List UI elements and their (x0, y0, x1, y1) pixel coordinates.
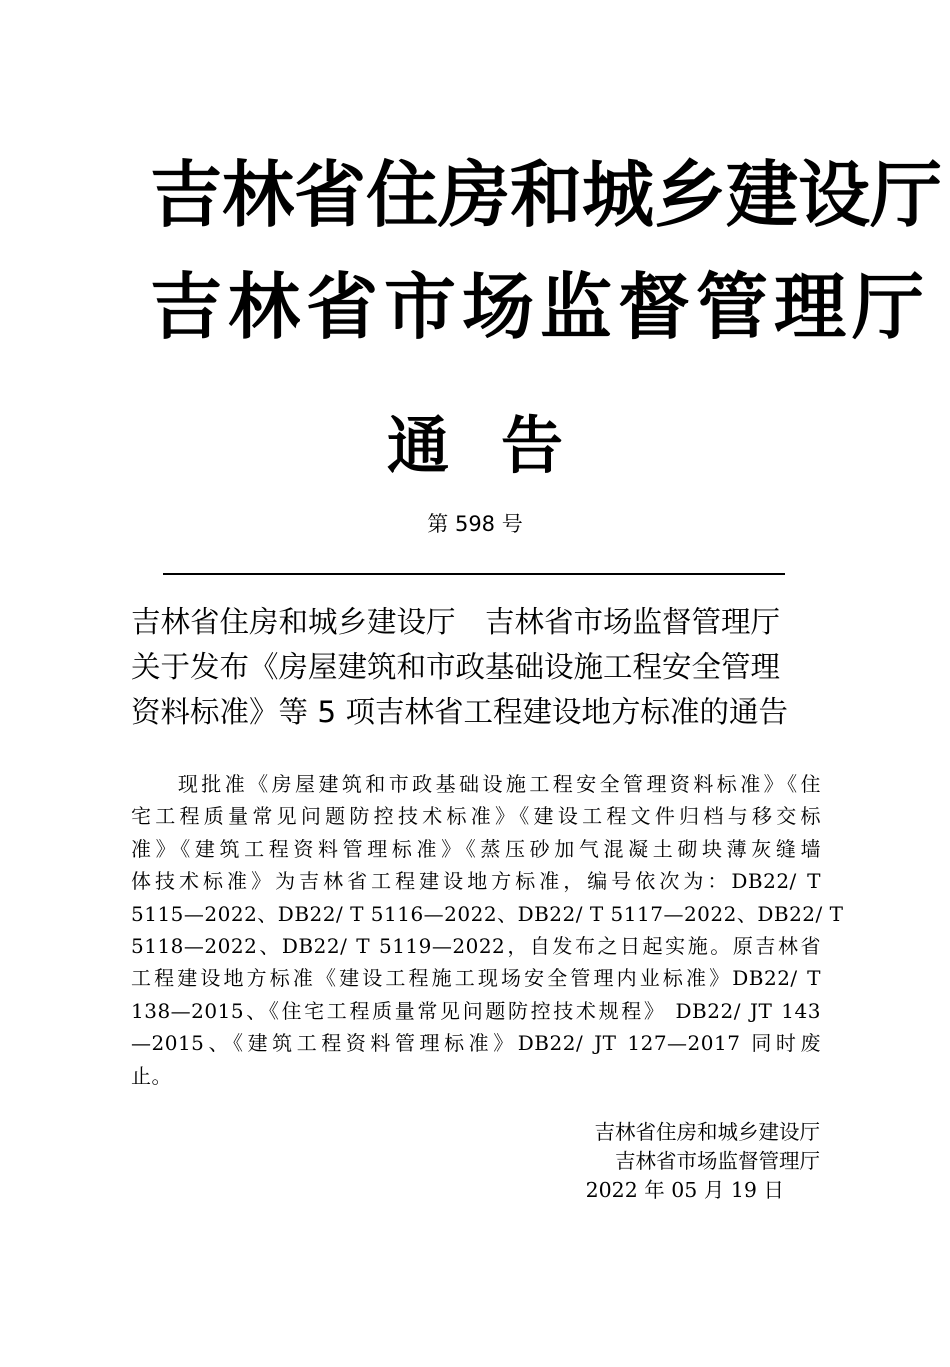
body-line: 工程建设地方标准《建设工程施工现场安全管理内业标准》DB22/ T (131, 966, 821, 991)
header-divider (163, 573, 785, 575)
document-body (131, 768, 844, 1092)
document-title-line: 吉林省住房和城乡建设厅 吉林省市场监督管理厅 (131, 605, 781, 639)
signature-block (520, 1118, 820, 1205)
signature-date: 2022 年 05 月 19 日 (585, 1178, 784, 1202)
notice-number: 第 598 号 (427, 512, 523, 536)
body-line: 现批准《房屋建筑和市政基础设施工程安全管理资料标准》《住 (131, 772, 821, 796)
document-title (131, 600, 831, 735)
body-line: 准》《建筑工程资料管理标准》《蒸压砂加气混凝土砌块薄灰缝墙 (131, 836, 821, 861)
body-line: 体技术标准》为吉林省工程建设地方标准，编号依次为：DB22/ T (131, 869, 821, 894)
body-line: 止。 (131, 1063, 172, 1088)
signature-org-1: 吉林省住房和城乡建设厅 (594, 1120, 820, 1144)
body-line: 138—2015、《住宅工程质量常见问题防控技术规程》 DB22/ JT 143 (131, 998, 821, 1023)
signature-org-2: 吉林省市场监督管理厅 (615, 1149, 820, 1173)
body-line: 5115—2022、DB22/ T 5116—2022、DB22/ T 5117—2022、DB22/ T (131, 901, 844, 926)
document-title-line: 关于发布《房屋建筑和市政基础设施工程安全管理 (131, 650, 781, 684)
issuing-org-line-2: 吉林省市场监督管理厅 (150, 264, 931, 349)
body-line: 宅工程质量常见问题防控技术标准》《建设工程文件归档与移交标 (131, 804, 821, 829)
document-title-line: 资料标准》等 5 项吉林省工程建设地方标准的通告 (131, 695, 789, 729)
notice-title: 通告 (386, 409, 615, 482)
body-line: —2015、《建筑工程资料管理标准》DB22/ JT 127—2017 同时废 (131, 1031, 821, 1056)
body-line: 5118—2022、DB22/ T 5119—2022，自发布之日起实施。原吉林省 (131, 934, 821, 959)
issuing-org-line-1: 吉林省住房和城乡建设厅 (150, 152, 943, 237)
